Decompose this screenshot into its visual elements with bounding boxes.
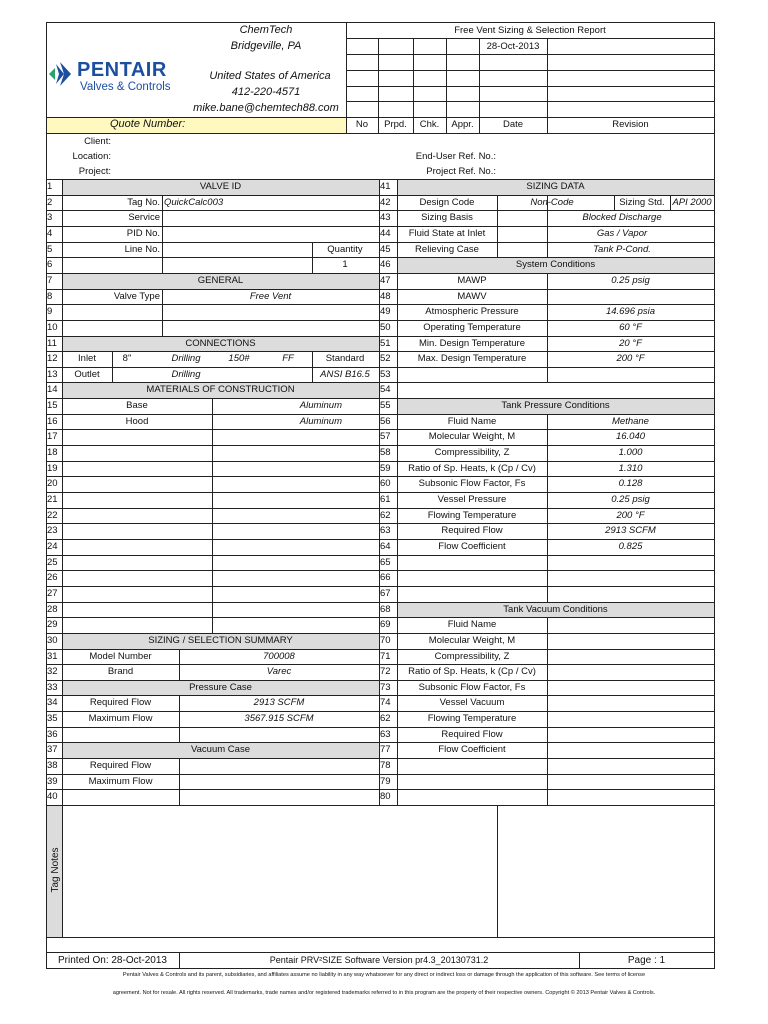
outlet-standard: ANSI B16.5 (320, 369, 370, 380)
pressure-max-flow-label: Maximum Flow (88, 713, 153, 724)
sizing-basis-value: Blocked Discharge (582, 212, 662, 223)
row-number-left: 8 (47, 291, 53, 302)
outlet-label: Outlet (74, 369, 100, 380)
grid-line (497, 805, 498, 938)
tank-pressure-label: Subsonic Flow Factor, Fs (418, 478, 526, 489)
row-number-right: 42 (380, 197, 391, 208)
grid-line (346, 70, 715, 71)
row-number-right: 52 (380, 353, 391, 364)
row-number-left: 14 (47, 384, 58, 395)
project-label: Project: (78, 166, 111, 177)
tank-pressure-label: Required Flow (441, 525, 503, 536)
tank-pressure-value: Methane (612, 416, 649, 427)
company-name: ChemTech (239, 24, 293, 36)
vacuum-required-flow-label: Required Flow (89, 760, 152, 771)
row-number-left: 28 (47, 604, 58, 615)
row-number-left: 4 (47, 228, 53, 239)
valve-type-value: Free Vent (249, 291, 292, 302)
sizing-data-header: SIZING DATA (526, 181, 585, 192)
row-number-left: 9 (47, 306, 53, 317)
disclaimer-line-2: agreement. Not for resale. All rights reserved. All trademarks, trade names and/or registered trademarks referred to in this program are the property of their respective owners. Copyright © 2013 Pentair Valves & Controls. (112, 990, 656, 996)
system-conditions-header: System Conditions (515, 259, 596, 270)
row-number-left: 3 (47, 212, 53, 223)
material-part: Base (126, 400, 148, 411)
project-ref-label: Project Ref. No.: (426, 166, 496, 177)
valve-type-label: Valve Type (113, 291, 160, 302)
grid-line (179, 758, 180, 806)
valve-id-header: VALVE ID (199, 181, 242, 192)
relieving-case-label: Relieving Case (415, 244, 479, 255)
vacuum-max-flow-label: Maximum Flow (88, 776, 153, 787)
brand-name: PENTAIR (77, 59, 167, 81)
row-number-right: 62 (380, 713, 391, 724)
sizing-std-label: Sizing Std. (619, 197, 665, 208)
inlet-drilling: Drilling (171, 353, 201, 364)
tank-vacuum-label: Fluid Name (447, 619, 497, 630)
row-number-left: 17 (47, 431, 58, 442)
brand-label: Brand (107, 666, 134, 677)
row-number-left: 29 (47, 619, 58, 630)
row-number-left: 1 (47, 181, 53, 192)
row-number-right: 63 (380, 525, 391, 536)
printed-on: Printed On: 28-Oct-2013 (58, 955, 167, 966)
sizing-std-value: API 2000 (672, 197, 712, 208)
tank-vacuum-label: Ratio of Sp. Heats, k (Cp / Cv) (408, 666, 536, 677)
row-number-right: 67 (380, 588, 391, 599)
row-number-right: 58 (380, 447, 391, 458)
quote-number-label: Quote Number: (110, 118, 186, 130)
tank-vacuum-label: Molecular Weight, M (428, 635, 516, 646)
tank-vacuum-label: Required Flow (441, 729, 503, 740)
company-email: mike.bane@chemtech88.com (193, 102, 339, 114)
grid-line (547, 617, 548, 806)
tank-vacuum-label: Vessel Vacuum (439, 697, 505, 708)
quantity-label: Quantity (327, 244, 363, 255)
row-number-right: 80 (380, 791, 391, 802)
row-number-right: 50 (380, 322, 391, 333)
row-number-right: 57 (380, 431, 391, 442)
row-number-right: 59 (380, 463, 391, 474)
grid-line (346, 86, 715, 87)
row-number-left: 23 (47, 525, 58, 536)
row-number-right: 66 (380, 572, 391, 583)
row-number-left: 39 (47, 776, 58, 787)
pid-label: PID No. (126, 228, 160, 239)
design-code-label: Design Code (419, 197, 475, 208)
tank-pressure-label: Ratio of Sp. Heats, k (Cp / Cv) (408, 463, 536, 474)
disclaimer-line-1: Pentair Valves & Controls and its parent, subsidiaries, and affiliates assume no liability in any way whatsoever for any direct or indirect loss or damage through the application of this software. See terms of license (122, 972, 646, 978)
row-number-left: 5 (47, 244, 53, 255)
row-number-right: 70 (380, 635, 391, 646)
material-part: Hood (125, 416, 149, 427)
enduser-ref-label: End-User Ref. No.: (415, 151, 496, 162)
row-number-left: 10 (47, 322, 58, 333)
row-number-right: 71 (380, 651, 391, 662)
grid-line (346, 54, 715, 55)
location-label: Location: (72, 151, 111, 162)
row-number-left: 30 (47, 635, 58, 646)
system-condition-value: 20 °F (619, 338, 642, 349)
row-number-right: 54 (380, 384, 391, 395)
row-number-left: 7 (47, 275, 53, 286)
system-condition-label: MAWP (457, 275, 487, 286)
row-number-left: 19 (47, 463, 58, 474)
row-number-left: 11 (47, 338, 57, 349)
tank-pressure-label: Vessel Pressure (437, 494, 507, 505)
vacuum-case-header: Vacuum Case (191, 744, 250, 755)
general-header: GENERAL (197, 275, 244, 286)
row-number-left: 26 (47, 572, 58, 583)
report-date: 28-Oct-2013 (486, 41, 540, 52)
company-country: United States of America (209, 70, 331, 82)
rev-date-header: Date (502, 119, 524, 130)
grid-line (162, 195, 163, 274)
software-version: Pentair PRV²SIZE Software Version pr4.3_20130731.2 (269, 955, 489, 965)
inlet-label: Inlet (78, 353, 96, 364)
grid-line (497, 210, 498, 258)
tank-pressure-value: 0.25 psig (611, 494, 650, 505)
tank-vacuum-label: Subsonic Flow Factor, Fs (418, 682, 526, 693)
quantity-value: 1 (342, 259, 348, 270)
rev-no-header: No (355, 119, 369, 130)
row-number-right: 77 (380, 744, 391, 755)
tank-pressure-label: Flowing Temperature (427, 510, 517, 521)
row-number-right: 69 (380, 619, 391, 630)
row-number-right: 72 (380, 666, 391, 677)
system-condition-value: 14.696 psia (605, 306, 656, 317)
outlet-drilling: Drilling (171, 369, 201, 380)
row-number-left: 36 (47, 729, 58, 740)
system-condition-value: 0.25 psig (611, 275, 650, 286)
row-number-left: 32 (47, 666, 58, 677)
row-number-left: 18 (47, 447, 58, 458)
system-condition-value: 60 °F (619, 322, 642, 333)
row-number-right: 46 (380, 259, 391, 270)
pressure-case-header: Pressure Case (189, 682, 252, 693)
row-number-right: 47 (380, 275, 391, 286)
tank-pressure-label: Flow Coefficient (438, 541, 506, 552)
row-number-left: 6 (47, 259, 53, 270)
row-number-right: 62 (380, 510, 391, 521)
tank-pressure-label: Molecular Weight, M (428, 431, 516, 442)
company-city: Bridgeville, PA (230, 40, 302, 52)
tank-pressure-value: 1.310 (618, 463, 643, 474)
brand-value: Varec (266, 666, 292, 677)
line-label: Line No. (124, 244, 160, 255)
inlet-rating: 150# (228, 353, 250, 364)
pentair-logo (47, 58, 187, 98)
system-condition-value: 200 °F (616, 353, 645, 364)
row-number-right: 51 (380, 338, 391, 349)
row-number-right: 53 (380, 369, 391, 380)
design-code-value: Non-Code (530, 197, 574, 208)
row-number-right: 48 (380, 291, 391, 302)
report-title: Free Vent Sizing & Selection Report (454, 25, 606, 36)
tank-vacuum-label: Flowing Temperature (427, 713, 517, 724)
tank-pressure-label: Fluid Name (447, 416, 497, 427)
row-number-left: 31 (47, 651, 58, 662)
row-number-left: 20 (47, 478, 58, 489)
row-number-right: 41 (380, 181, 391, 192)
grid-line (714, 179, 715, 806)
service-label: Service (128, 212, 160, 223)
model-number-label: Model Number (89, 651, 152, 662)
row-number-left: 16 (47, 416, 58, 427)
row-number-right: 78 (380, 760, 391, 771)
row-number-right: 73 (380, 682, 391, 693)
model-number-value: 700008 (263, 651, 295, 662)
tank-pressure-value: 1.000 (618, 447, 643, 458)
client-label: Client: (84, 136, 111, 147)
material-value: Aluminum (299, 400, 342, 411)
sizing-basis-label: Sizing Basis (421, 212, 473, 223)
summary-header: SIZING / SELECTION SUMMARY (148, 635, 293, 646)
row-number-left: 34 (47, 697, 58, 708)
connections-header: CONNECTIONS (185, 338, 256, 349)
pressure-max-flow-value: 3567.915 SCFM (244, 713, 314, 724)
tag-notes-label: Tag Notes (50, 847, 61, 893)
tank-pressure-value: 0.128 (618, 478, 643, 489)
row-number-right: 74 (380, 697, 391, 708)
system-condition-label: Atmospheric Pressure (425, 306, 519, 317)
inlet-facing: FF (282, 353, 294, 364)
row-number-right: 45 (380, 244, 391, 255)
page-number: Page : 1 (627, 955, 666, 966)
row-number-right: 79 (380, 776, 391, 787)
grid-line (346, 101, 715, 102)
rev-appr-header: Appr. (451, 119, 474, 130)
row-number-right: 65 (380, 557, 391, 568)
inlet-size: 8" (122, 353, 132, 364)
tank-pressure-label: Compressibility, Z (434, 447, 510, 458)
grid-line (46, 937, 715, 938)
row-number-left: 21 (47, 494, 58, 505)
pentair-logo-icon (47, 58, 73, 90)
tank-vacuum-label: Flow Coefficient (438, 744, 506, 755)
row-number-left: 37 (47, 744, 58, 755)
row-number-right: 61 (380, 494, 391, 505)
material-value: Aluminum (299, 416, 342, 427)
tank-vacuum-label: Compressibility, Z (434, 651, 510, 662)
row-number-left: 2 (47, 197, 53, 208)
system-condition-label: Max. Design Temperature (417, 353, 527, 364)
brand-sub: Valves & Controls (80, 81, 171, 93)
grid-line (46, 805, 715, 806)
company-phone: 412-220-4571 (231, 86, 301, 98)
row-number-left: 13 (47, 369, 58, 380)
tank-vacuum-header: Tank Vacuum Conditions (503, 604, 608, 615)
row-number-right: 56 (380, 416, 391, 427)
row-number-left: 35 (47, 713, 58, 724)
grid-line (46, 968, 715, 969)
row-number-right: 63 (380, 729, 391, 740)
grid-line (212, 398, 213, 634)
row-number-right: 43 (380, 212, 391, 223)
row-number-left: 33 (47, 682, 58, 693)
grid-line (714, 952, 715, 969)
rev-chk-header: Chk. (419, 119, 440, 130)
tank-pressure-header: Tank Pressure Conditions (501, 400, 610, 411)
tank-pressure-value: 0.825 (618, 541, 643, 552)
tank-pressure-value: 200 °F (616, 510, 645, 521)
grid-line (46, 133, 715, 134)
pressure-required-flow-value: 2913 SCFM (253, 697, 305, 708)
tank-pressure-value: 2913 SCFM (605, 525, 656, 536)
system-condition-value (547, 289, 714, 304)
inlet-standard: Standard (325, 353, 365, 364)
fluid-state-label: Fluid State at Inlet (408, 228, 486, 239)
pressure-required-flow-label: Required Flow (89, 697, 152, 708)
tag-label: Tag No. (127, 197, 160, 208)
row-number-left: 27 (47, 588, 58, 599)
row-number-right: 68 (380, 604, 391, 615)
row-number-left: 24 (47, 541, 58, 552)
row-number-left: 25 (47, 557, 58, 568)
row-number-left: 38 (47, 760, 58, 771)
rev-revision-header: Revision (612, 119, 649, 130)
system-condition-label: Operating Temperature (423, 322, 521, 333)
row-number-right: 44 (380, 228, 391, 239)
fluid-state-value: Gas / Vapor (596, 228, 648, 239)
relieving-case-value: Tank P-Cond. (593, 244, 651, 255)
row-number-right: 49 (380, 306, 391, 317)
row-number-left: 15 (47, 400, 58, 411)
row-number-left: 22 (47, 510, 58, 521)
materials-header: MATERIALS OF CONSTRUCTION (146, 384, 295, 395)
row-number-right: 60 (380, 478, 391, 489)
row-number-left: 40 (47, 791, 58, 802)
tag-value: QuickCalc003 (164, 197, 224, 208)
row-number-right: 64 (380, 541, 391, 552)
tank-pressure-value: 16.040 (615, 431, 646, 442)
row-number-right: 55 (380, 400, 391, 411)
row-number-left: 12 (47, 353, 58, 364)
system-condition-label: MAWV (457, 291, 487, 302)
system-condition-label: Min. Design Temperature (419, 338, 525, 349)
rev-prpd-header: Prpd. (384, 119, 407, 130)
